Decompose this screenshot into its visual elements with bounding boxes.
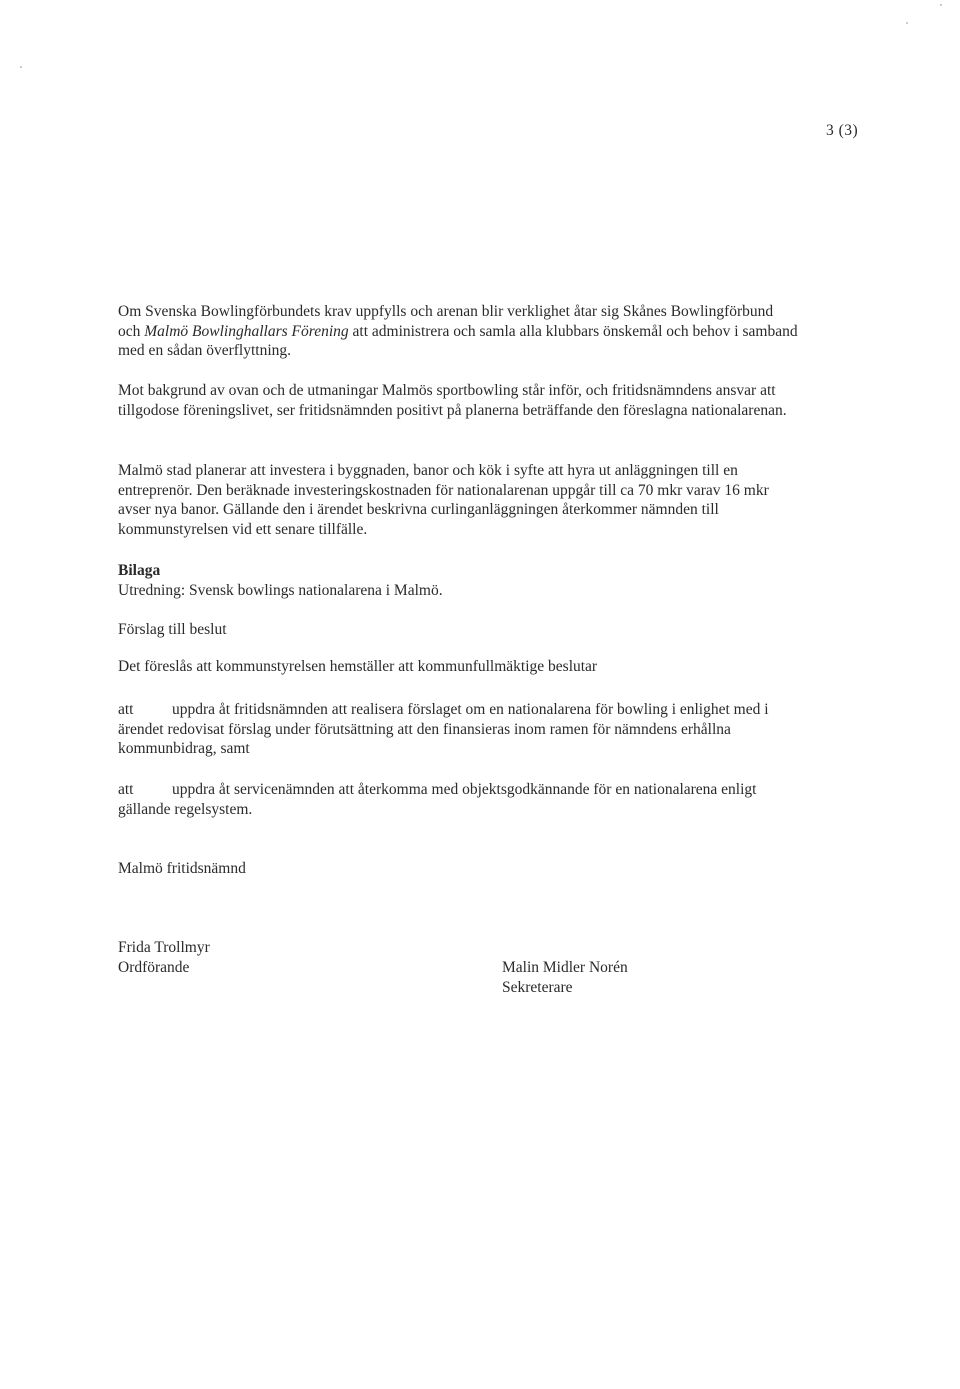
decision-item: [118, 780, 798, 819]
signatory-role: Ordförande: [118, 959, 190, 976]
paragraph-text: Om Svenska Bowlingförbundets krav uppfylls och arenan blir verklighet åtar sig Skånes Bowlingförbund och: [118, 303, 774, 340]
decision-att: att: [118, 701, 134, 718]
signatory-role: Sekreterare: [502, 979, 573, 996]
decision-att: att: [118, 781, 134, 798]
scan-speck: [906, 22, 908, 24]
signatory-name: Malin Midler Norén: [502, 959, 628, 976]
proposal-title: Förslag till beslut: [118, 621, 227, 638]
signatory-chair: [118, 938, 210, 978]
decision-text: uppdra åt servicenämnden att återkomma med objektsgodkännande för en nationalarena enligt gällande regelsystem.: [118, 781, 757, 818]
signatory-secretary: [502, 958, 628, 998]
association-name: Malmö Bowlinghallars Förening: [144, 322, 349, 340]
decision-item: [118, 700, 798, 759]
page-number: 3 (3): [826, 122, 859, 139]
proposal-intro: Det föreslås att kommunstyrelsen hemställer att kommunfullmäktige beslutar: [118, 658, 598, 675]
decision-text: uppdra åt fritidsnämnden att realisera förslaget om en nationalarena för bowling i enlighet med i ärendet redovisat förslag under förutsättning att den finansieras inom ramen för nämndens erhållna kommunbidrag, samt: [118, 701, 769, 757]
attachment-heading: Bilaga: [118, 562, 161, 579]
signatory-name: Frida Trollmyr: [118, 939, 210, 956]
paragraph-investment: Malmö stad planerar att investera i byggnaden, banor och kök i syfte att hyra ut anläggningen till en entreprenör. Den beräknade investeringskostnaden för nationalarenan uppgår till ca 70 mkr varav 16 mkr avser nya banor. Gällande den i ärendet beskrivna curlinganläggningen återkommer nämnden till kommunstyrelsen vid ett senare tillfälle.: [118, 462, 769, 538]
scan-speck: [940, 4, 942, 6]
paragraph-bowling-federation: [118, 302, 798, 361]
paragraph-text: att administrera och samla alla klubbars önskemål och behov i samband med en sådan överflyttning.: [118, 322, 798, 359]
scan-speck: [20, 66, 22, 68]
signoff-committee: Malmö fritidsnämnd: [118, 860, 246, 877]
paragraph-background: Mot bakgrund av ovan och de utmaningar Malmös sportbowling står inför, och fritidsnämndens ansvar att tillgodose föreningslivet, ser fritidsnämnden positivt på planerna beträffande den föreslagna nationalarenan.: [118, 382, 787, 419]
attachment-text: Utredning: Svensk bowlings nationalarena i Malmö.: [118, 582, 443, 599]
